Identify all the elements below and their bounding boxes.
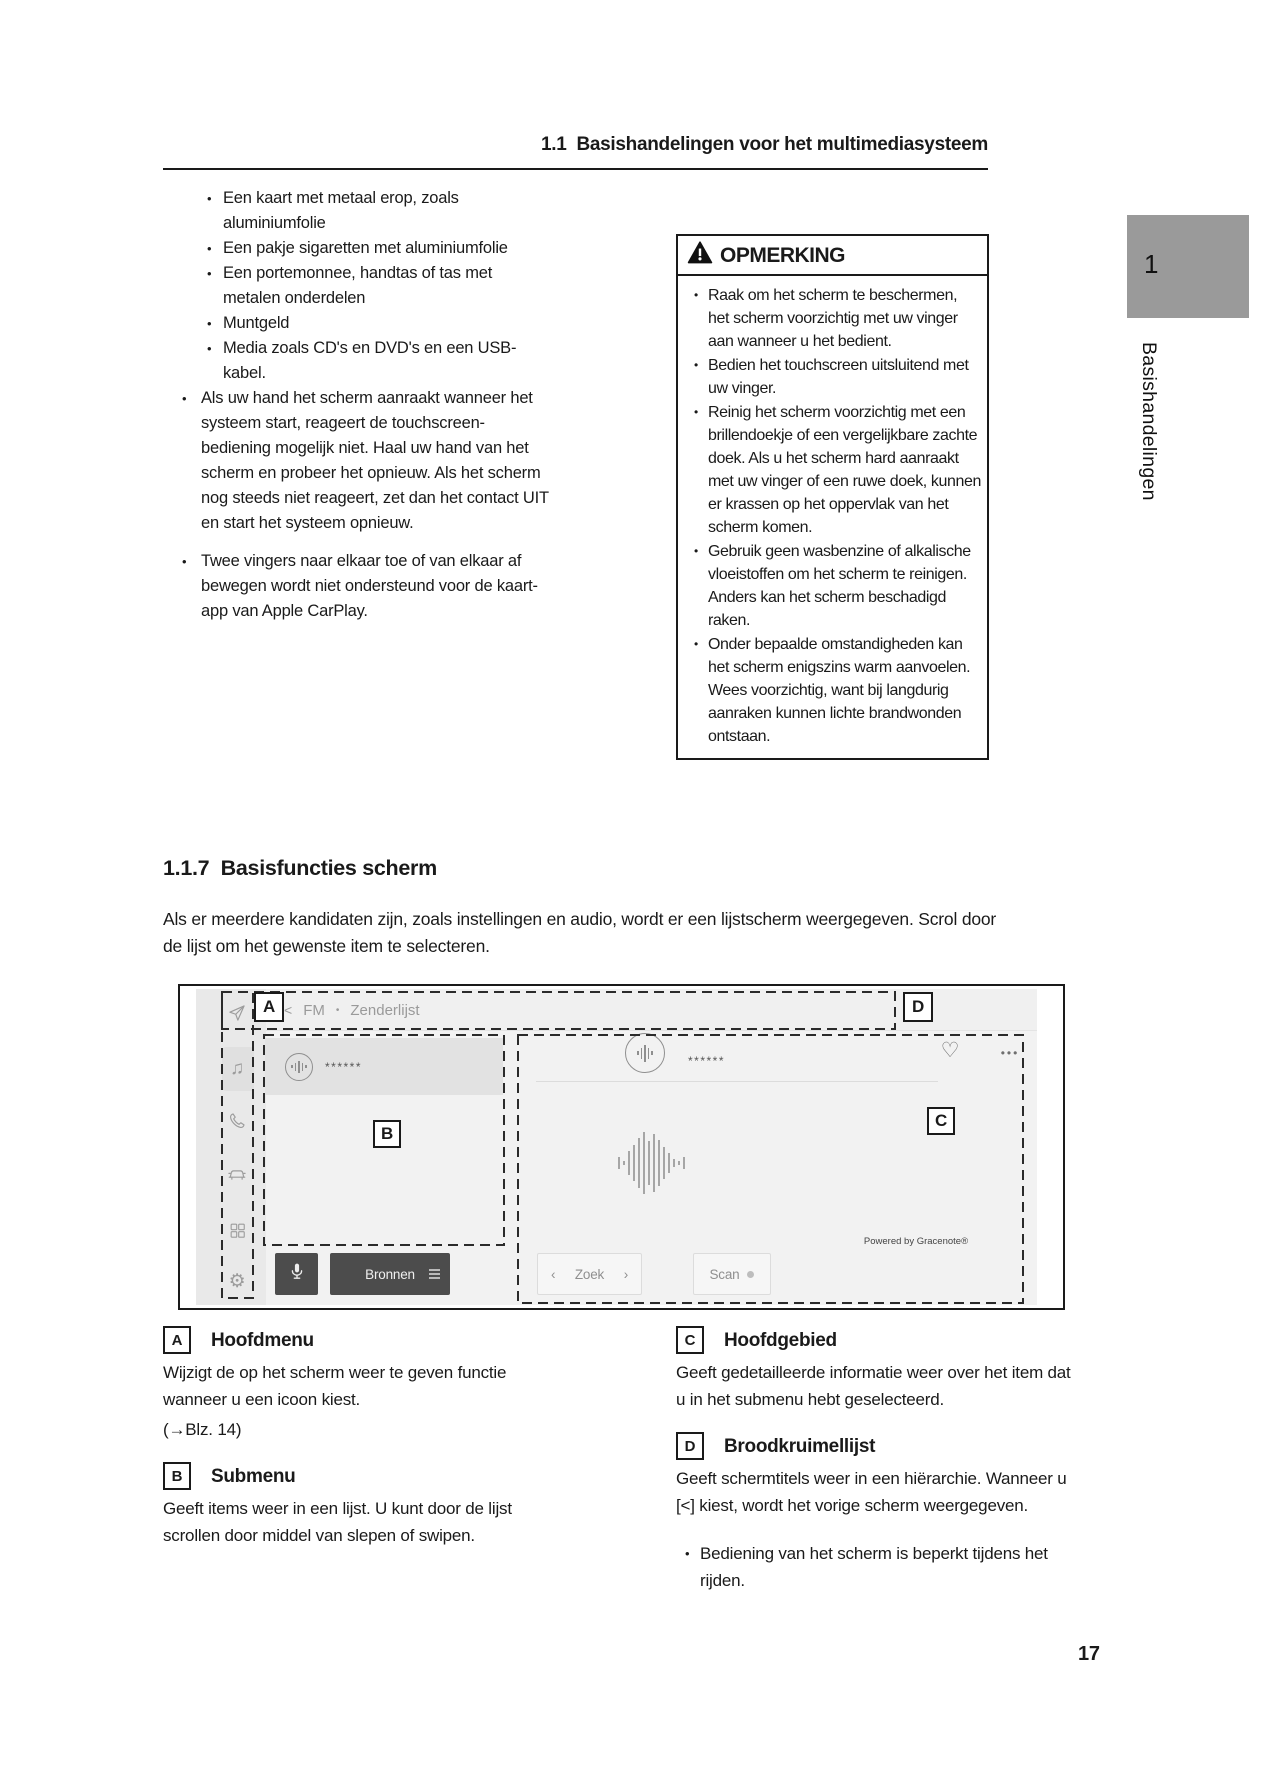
- hamburger-icon: [429, 1269, 440, 1279]
- music-icon[interactable]: ♫: [229, 1058, 245, 1079]
- now-playing-title-masked: ******: [688, 1054, 726, 1068]
- warning-icon: [687, 241, 713, 270]
- notice-title: OPMERKING: [720, 243, 846, 267]
- favorite-heart-icon[interactable]: ♡: [940, 1039, 960, 1062]
- list-item: • Een kaart met metaal erop, zoals aluminiumfolie: [223, 186, 528, 236]
- list-item: • Een pakje sigaretten met aluminiumfolie: [223, 236, 528, 261]
- legend-body-d: Geeft schermtitels weer in een hiërarchie. Wanneer u [<] kiest, wordt het vorige scherm weergegeven.: [676, 1469, 1067, 1515]
- section-heading: 1.1.7 Basisfuncties scherm: [163, 856, 437, 880]
- legend-left-column: [163, 1326, 563, 1552]
- list-item: • Als uw hand het scherm aanraakt wanneer het systeem start, reageert de touchscreen-bediening mogelijk niet. Haal uw hand van het scherm en probeer het opnieuw. Als het scherm nog steeds niet reageert, zet dan het contact UIT en start het systeem opnieuw.: [201, 386, 553, 536]
- zoek-button[interactable]: [537, 1253, 642, 1295]
- bronnen-button[interactable]: [330, 1253, 450, 1295]
- more-options-icon[interactable]: •••: [1000, 1046, 1020, 1060]
- metal-objects-list: [163, 186, 623, 386]
- station-name-masked: ******: [325, 1059, 363, 1074]
- legend-badge-d: D: [676, 1432, 704, 1460]
- prev-chevron-icon[interactable]: ‹: [551, 1266, 556, 1282]
- bronnen-label: Bronnen: [365, 1266, 415, 1282]
- list-item: • Reinig het scherm voorzichtig met een brillendoekje of een vergelijkbare zachte doek. Als u het scherm hard aanraakt met uw vinger of een ruwe doek, kunnen er krassen op het oppervlak van het scherm komen.: [708, 401, 981, 539]
- legend-right-column: [676, 1326, 1071, 1594]
- scan-dot-icon: [747, 1271, 754, 1278]
- list-item: • Een portemonnee, handtas of tas met metalen onderdelen: [223, 261, 528, 311]
- breadcrumb-separator: •: [335, 1004, 340, 1016]
- apps-grid-icon[interactable]: [225, 1218, 249, 1242]
- legend-title-a: Hoofdmenu: [211, 1329, 314, 1351]
- list-item: • Gebruik geen wasbenzine of alkalische vloeistoffen om het scherm te reinigen. Anders kan het scherm beschadigd raken.: [708, 540, 981, 632]
- list-item: • Onder bepaalde omstandigheden kan het scherm enigszins warm aanvoelen. Wees voorzichtig, want bij langdurig aanraken kunnen lichte brandwonden ontstaan.: [708, 633, 981, 748]
- main-area-divider: [536, 1081, 938, 1082]
- now-playing-voice-icon: [625, 1033, 665, 1073]
- car-icon[interactable]: [225, 1162, 249, 1186]
- phone-icon[interactable]: [225, 1109, 249, 1133]
- notice-title-bar: [678, 236, 987, 276]
- gracenote-credit: Powered by Gracenote®: [863, 1236, 969, 1247]
- left-column: [163, 186, 623, 624]
- callout-label-a: A: [254, 992, 284, 1022]
- chapter-tab: [1127, 215, 1249, 318]
- page-header-title: 1.1 Basishandelingen voor het multimediasysteem: [540, 134, 988, 155]
- mic-button[interactable]: [275, 1253, 318, 1295]
- station-voice-icon: [285, 1053, 313, 1081]
- next-chevron-icon[interactable]: ›: [623, 1266, 628, 1282]
- scan-button[interactable]: [693, 1253, 771, 1295]
- list-item: • Raak om het scherm te beschermen, het scherm voorzichtig met uw vinger aan wanneer u het bedient.: [708, 284, 981, 353]
- chapter-number: 1: [1144, 249, 1159, 279]
- legend-title-d: Broodkruimellijst: [724, 1435, 876, 1457]
- legend-head-d: [676, 1432, 1071, 1460]
- legend-head-a: [163, 1326, 563, 1354]
- list-item: • Muntgeld: [223, 311, 528, 336]
- legend-body-b: Geeft items weer in een lijst. U kunt door de lijst scrollen door middel van slepen of swipen.: [163, 1499, 512, 1545]
- back-chevron-icon[interactable]: <: [284, 1002, 293, 1018]
- page-reference-link[interactable]: (→Blz. 14): [163, 1420, 242, 1439]
- list-item: • Media zoals CD's en DVD's en een USB-kabel.: [223, 336, 528, 386]
- submenu-selected-row[interactable]: [265, 1038, 503, 1095]
- legend-title-b: Submenu: [211, 1465, 296, 1487]
- callout-label-b: B: [373, 1120, 401, 1148]
- gear-icon[interactable]: ⚙: [228, 1270, 246, 1292]
- navigation-icon[interactable]: [225, 1001, 249, 1025]
- breadcrumb: [284, 989, 420, 1031]
- section-intro: Als er meerdere kandidaten zijn, zoals instellingen en audio, wordt er een lijstscherm weergegeven. Scrol door de lijst om het gewenste item te selecteren.: [163, 909, 997, 956]
- legend-badge-c: C: [676, 1326, 704, 1354]
- legend-head-b: [163, 1462, 563, 1490]
- callout-label-c: C: [927, 1107, 955, 1135]
- breadcrumb-item[interactable]: FM: [303, 1001, 325, 1019]
- legend-body-c: Geeft gedetailleerde informatie weer over het item dat u in het submenu hebt geselecteerd.: [676, 1363, 1071, 1409]
- driving-restriction-note: • Bediening van het scherm is beperkt tijdens het rijden.: [700, 1540, 1050, 1594]
- screen-diagram: [178, 984, 1065, 1310]
- notice-list: [678, 276, 987, 758]
- list-item: • Twee vingers naar elkaar toe of van elkaar af bewegen wordt niet ondersteund voor de kaart-app van Apple CarPlay.: [201, 549, 553, 624]
- page-number: 17: [1078, 1643, 1100, 1665]
- ui-sidebar: [196, 989, 266, 1305]
- callout-label-d: D: [903, 992, 933, 1022]
- zoek-label: Zoek: [574, 1266, 605, 1282]
- equalizer-graphic: [588, 1130, 714, 1196]
- header-rule: [163, 168, 988, 170]
- scan-label: Scan: [709, 1266, 740, 1282]
- legend-title-c: Hoofdgebied: [724, 1329, 837, 1351]
- legend-body-a: Wijzigt de op het scherm weer te geven functie wanneer u een icoon kiest.: [163, 1363, 507, 1409]
- legend-head-c: [676, 1326, 1071, 1354]
- legend-badge-b: B: [163, 1462, 191, 1490]
- notice-box: [676, 234, 989, 760]
- mic-icon: [287, 1261, 307, 1287]
- list-item: • Bedien het touchscreen uitsluitend met uw vinger.: [708, 354, 981, 400]
- breadcrumb-item[interactable]: Zenderlijst: [350, 1001, 420, 1019]
- touchscreen-notes-list: [163, 386, 623, 624]
- chapter-vertical-label: Basishandelingen: [1138, 342, 1160, 501]
- legend-badge-a: A: [163, 1326, 191, 1354]
